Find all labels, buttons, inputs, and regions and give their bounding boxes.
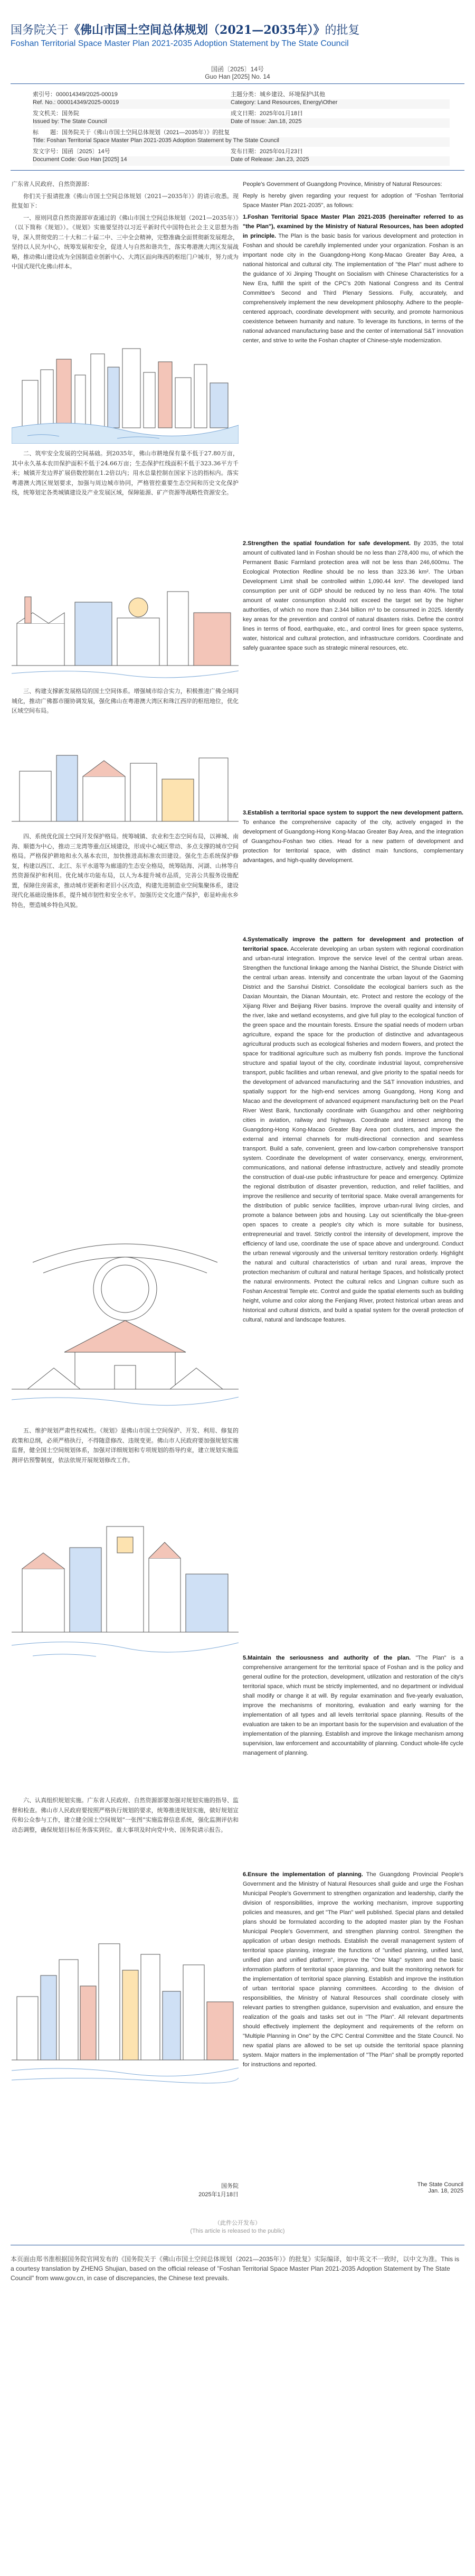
town-illustration — [12, 1495, 239, 1669]
en-signature: The State Council Jan. 18, 2025 — [417, 2181, 463, 2194]
metadata-table — [33, 90, 450, 166]
city-illustration — [12, 739, 239, 827]
cn-section-intro — [12, 180, 239, 274]
cn-signature: 国务院 2025年1月18日 — [198, 2183, 239, 2198]
industry-illustration — [12, 565, 239, 681]
en-section-5: 5.Maintain the seriousness and authority of the plan. "The Plan" is a comprehensive arrangement for the territorial space of Foshan and is the policy and general outline for the protection, development, utilization and restoration of the city's territorial space, which must be strictly implemented, and no department or individual shall modify or change it at will. By regular examination and five-yearly evaluation, improve the mechanisms of monitoring, evaluation and early warning for the implementation of all types and all levels territorial space planning. Results of the evaluation are taken to be an important basis for the supervision and evaluation of the implementation of the planning. Establish and improve the linkage mechanism among supervision, law enforcement and accountability of planning. Conduct whole-life cycle management of planning. — [243, 1655, 464, 1756]
meta-row: Ref. No.: 000014349/2025-00019 Category: Land Resources, Energy\Other — [33, 99, 450, 109]
cn-section-4: 四、系统优化国土空间开发保护格局。统筹城镇、农业和生态空间布局，以禅城、南海、顺德为中心，推动三龙湾等重点区域建设，形成中心城区带动、多点支撑的城市空间格局。严格保护耕地和永久基本农田，加快推进高标准农田建设。强化生态系统保护修复，构建以西江、北江、东平水道等为廊道的生态安全格局，统筹陆海、河湖、山林等自然资源保护和利用。优化城市功能布局，以人为本提升城市品质，完善公共服务设施配置，保障住房需求，推动城市更新和老旧小区改造，构建先进制造业空间集聚体系，建设现代化基础设施体系，提升城市韧性和安全水平。加强历史文化遗产保护，彰显岭南水乡特色，塑造城乡特色风貌。 — [12, 833, 239, 908]
meta-row: Document Code: Guo Han [2025] 14 Date of Release: Jan.23, 2025 — [33, 156, 450, 166]
cn-greeting: 广东省人民政府、自然资源部： — [12, 181, 93, 188]
translation-note: 本页面由郑书淮根据国务院官网发布的《国务院关于《佛山市国土空间总体规划（2021—2035年）》的批复》实际编译，如中英文不一致时，以中文为准。This is a courtesy translation by ZHENG Shujian, based on the official release of "Foshan Territorial Space Master Plan 2021-2035 Adoption Statement by The State Council" from www.gov.cn, in case of discrepancies, the Chinese text prevails. — [11, 2255, 460, 2282]
cn-intro: 你们关于报请批准《佛山市国土空间总体规划（2021—2035年）》的请示收悉。现批复如下： — [12, 192, 239, 209]
en-intro: Reply is hereby given regarding your request for adoption of "Foshan Territorial Space Master Plan 2021-2035", as follows: — [243, 193, 463, 209]
public-release-note-en: (This article is released to the public) — [190, 2228, 285, 2234]
en-section-intro — [243, 180, 463, 348]
skyline-illustration — [12, 338, 239, 444]
cn-section-1: 一、原则同意自然资源部审查通过的《佛山市国土空间总体规划（2021—2035年）》（以下简称《规划》）。《规划》实施要坚持以习近平新时代中国特色社会主义思想为指导，深入贯彻党的二十大和二十届二中、三中全会精神，完整准确全面贯彻新发展理念，坚持以人民为中心，统筹发展和安全，促进人与自然和谐共生，落实粤港澳大湾区发展战略，推动佛山建设成为全国制造业创新中心、大湾区面向珠西的枢纽门户城市，努力成为中国式现代化佛山样本。 — [12, 214, 239, 270]
public-release-note-cn: （此件公开发布） — [214, 2220, 261, 2226]
en-section-3: 3.Establish a territorial space system to support the new development pattern. To enhance the comprehensive capacity of the city, actively engaged in the development of Guangdong-Hong Kong-Macao Greater Bay Area, and the integration of Guangzhou-Foshan two cities. Head for a new pattern of development and protection for territorial space, with distinct main functions, complementary advantages, and high-quality development. — [243, 810, 463, 864]
meta-row: Issued by: The State Council Date of Issue: Jan.18, 2025 — [33, 118, 450, 128]
cn-section-3: 三、构建支撑新发展格局的国土空间体系。增强城市综合实力，积极推进广佛全域同城化，推动广佛都市圈协调发展，强化佛山在粤港澳大湾区和珠江西岸的枢纽地位，优化区域空间布局。 — [12, 688, 239, 714]
meta-row: 发文机关：国务院 成文日期：2025年01月18日 — [33, 110, 303, 117]
page-title-en: Foshan Territorial Space Master Plan 2021-2035 Adoption Statement by The State Council — [11, 39, 349, 48]
meta-row: 标 题：国务院关于《佛山市国土空间总体规划（2021—2035年）》的批复 — [33, 129, 230, 136]
meta-row: Title: Foshan Territorial Space Master Plan 2021-2035 Adoption Statement by The State Council — [33, 137, 450, 147]
en-section-6: 6.Ensure the implementation of planning. The Guangdong Provincial People's Government and the Ministry of Natural Resources shall guide and urge the Foshan Municipal People's Government to strengthen organization and leadership, clarify the division of responsibilities, improve the working mechanism, improve supporting policies and measures, and get "The Plan" well published. Special plans and detailed plans should be formulated according to the adopted master plan by the Foshan Municipal People's Government, and strengthen planning control. Strengthen the application of urban design methods. Establish the overall management system of territorial space planning, integrate the functions of "unified planning, unified land, unified plan and unified platform", improve the "One Map" system and the basic information platform of territorial space planning, and built the monitoring network for the implementation of territorial space planning. Establish and improve the institution of urban territorial space planning committees. According to the division of responsibilities, the Ministry of Natural Resources shall coordinate closely with relevant parties to strengthen guidance, supervision and evaluation, and ensure the realization of the goals and tasks set out in "The Plan". All relevant departments should effectively implement the deployment and requirements of the reform on "Multiple Planning in One" by the CPC Central Committee and the State Council. No new spatial plans are allowed to be set up outside the territorial space planning system. Major matters in the implementation of "The Plan" shall be promptly reported for instructions and reported. — [243, 1871, 463, 2068]
doc-number-en: Guo Han [2025] No. 14 — [205, 73, 270, 80]
meta-row: 索引号：000014349/2025-00019 主题分类：城乡建设、环境保护\其他 — [33, 91, 326, 98]
meta-row: 发文字号：国函〔2025〕14号 发布日期：2025年01月23日 — [33, 148, 303, 155]
en-greeting: People's Government of Guangdong Province, Ministry of Natural Resources: — [243, 181, 442, 188]
divider — [11, 170, 464, 171]
page-title-cn: 国务院关于《佛山市国土空间总体规划（2021—2035年）》的批复 — [11, 23, 360, 37]
divider — [11, 83, 464, 84]
en-section-2: 2.Strengthen the spatial foundation for safe development. By 2035, the total amount of cultivated land in Foshan should be no less than 278,400 mu, of which the Permanent Basic Farmland protection area will not be less than 246,600mu. The Ecological Protection Redline should be no less than 323.36 km². The Urban Development Limit shall be controlled within 1,090.44 km². The developed land consumption per unit of GDP should be reduced by no less than 40%. The total amount of water consumption should not exceed the target set by the higher authorities, of which no more than 2.344 billion m³ to be consumed in 2025. Identify key areas for the prevention and control of natural disasters risks. Define the control lines in terms of flood, earthquake, etc., and control lines for green space systems, water, historical and cultural protection, and infrastructure corridors. Coordinate and safely guarantee space such as strategic mineral resources, etc. — [243, 540, 463, 651]
en-section-4: 4.Systematically improve the pattern for development and protection of territorial space. Accelerate developing an urban system with regional coordination and urban-rural integration. Improve the service level of the central urban areas. Strengthen the functional linkage among the Nanhai District, the Shunde District with the central urban areas. Intensify and concentrate the urban layout of the Gaoming District and the Sanshui District. Consolidate the ecological barriers such as the Daxian Mountain, the Dianan Mountain, etc. Protect and restore the ecology of the Xijiang River and Beijiang River basins. Improve the overall quality and intensity of the river, lake and wetland ecosystems, and give full play to the ecological function of the green space and the mountain forests. Ensure the spatial needs of modern urban agriculture, expand the space for the production of distinctive and advantageous agricultural products such as ecological fisheries and modern flowers, and protect the space for traditional agriculture such as mulberry fish ponds. Improve the functional structure and spatial layout of the city, coordinate industrial layout, comprehensive transport, public facilities and urban renewal, and give priority to the spatial needs for the development of advanced manufacturing and the S&T innovation industries, and spatially support for the high-end services among Guangdong, Hong Kong and Macao and the development of advanced equipment manufacturing belt on the Pearl River West Bank, functionally coordinate with Guangzhou and other neighboring cities in aviation, railway and highways. Coordinate and intersect among the Guangdong-Hong Kong-Macao Greater Bay Area port clusters, and improve the external and internal channels for multi-directional connection and seamless transport. Build a safe, convenient, green and low-carbon comprehensive transport system. Coordinate the development of water conservancy, energy, environment, communications, and national defense infrastructure, actively and steadily promote the construction of dual-use public infrastructure for peace and emergency. Optimize the regional distribution of disaster prevention, reduction, and relief facilities, and improve the resilience and security of territorial space. Make overall arrangements for the distribution of public service facilities, improve urban-rural living circles, and promote a balance between jobs and housing. Lay out scientifically the blue-green open spaces to create a people's city which is more suitable for business, entrepreneurial and travel. Strictly control the intensity of development, improve the efficiency of land use, coordinate the use of space above and underground. Conduct the urban renewal vigorously and the universal territory restoration orderly. Highlight the natural and cultural characteristics of urban and rural areas, improve the protection mechanism of cultural and natural heritage Spaces, and holistically protect the natural environments. Protect the cultural relics and Lingnan culture such as Foshan Ancestral Temple etc. Control and guide the spatial elements such as building height, volume and color along the Fenjiang River, protect historical urban areas and historical and cultural districts, and build a spatial system for the overall protection of cultural, natural and landscape features. — [243, 936, 463, 1323]
temple-illustration — [12, 1231, 239, 1416]
en-section-1: 1.Foshan Territorial Space Master Plan 2021-2035 (hereinafter referred to as "the Plan"), examined by the Ministry of Natural Resources, has been adopted in principle. The Plan is the basic basis for various development and protection in Foshan and should be carefully implemented under your organization. Foshan is an important node city in the Guangdong-Hong Kong-Macao Greater Bay Area, a national historical and cultural city. The implementation of "the Plan" must adhere to the guidance of Xi Jinping Thought on Socialism with Chinese Characteristics for a New Era, fulfill the spirit of the CPC's 20th National Congress and its Central Committee's Second and Third Plenary Sessions. Fully, accurately, and comprehensively implement the new development philosophy. Adhere to the people-centered approach, coordinate development with security, and promote harmonious coexistence between humanity and nature. To leverage its functions, in terms of the national advanced manufacturing base and the center of international S&T innovation center, and strive to write the Foshan chapter of Chinese-style modernization. — [243, 214, 463, 344]
cn-section-2: 二、筑牢安全发展的空间基础。到2035年，佛山市耕地保有量不低于27.80万亩，其中永久基本农田保护面积不低于24.66万亩；生态保护红线面积不低于323.36平方千米；城镇开发边界扩展倍数控制在1.2倍以内；用水总量控制在国家下达的指标内。落实粤港澳大湾区规划要求，加强与周边城市协同，严格管控重要生态空间和历史文化保护线，统筹划定各类城镇建设及产业发展区域，保障能源、矿产资源等战略性资源安全。 — [12, 450, 239, 496]
cn-section-5: 五、维护规划严肃性权威性。《规划》是佛山市国土空间保护、开发、利用、修复的政策和总纲，必须严格执行，不得随意修改、违规变更。佛山市人民政府要加强规划实施监督，健全国土空间规划体系，加强对详细规划和专项规划的指导约束，建立规划实施监测评估预警制度，依法依规开展规划修改工作。 — [12, 1427, 239, 1464]
doc-number-cn: 国函〔2025〕14号 — [211, 65, 264, 73]
panorama-illustration — [12, 1912, 239, 2086]
cn-section-6: 六、认真组织规划实施。广东省人民政府、自然资源部要加强对规划实施的指导、监督和检查。佛山市人民政府要按照严格执行规划的要求，统筹推进规划实施，做好规划宣传和公众参与工作，建立健全国土空间规划“一张图”实施监督信息系统，强化监测评估和动态调整，确保规划目标任务落实到位。重大事项及时向党中央、国务院请示报告。 — [12, 1797, 239, 1833]
